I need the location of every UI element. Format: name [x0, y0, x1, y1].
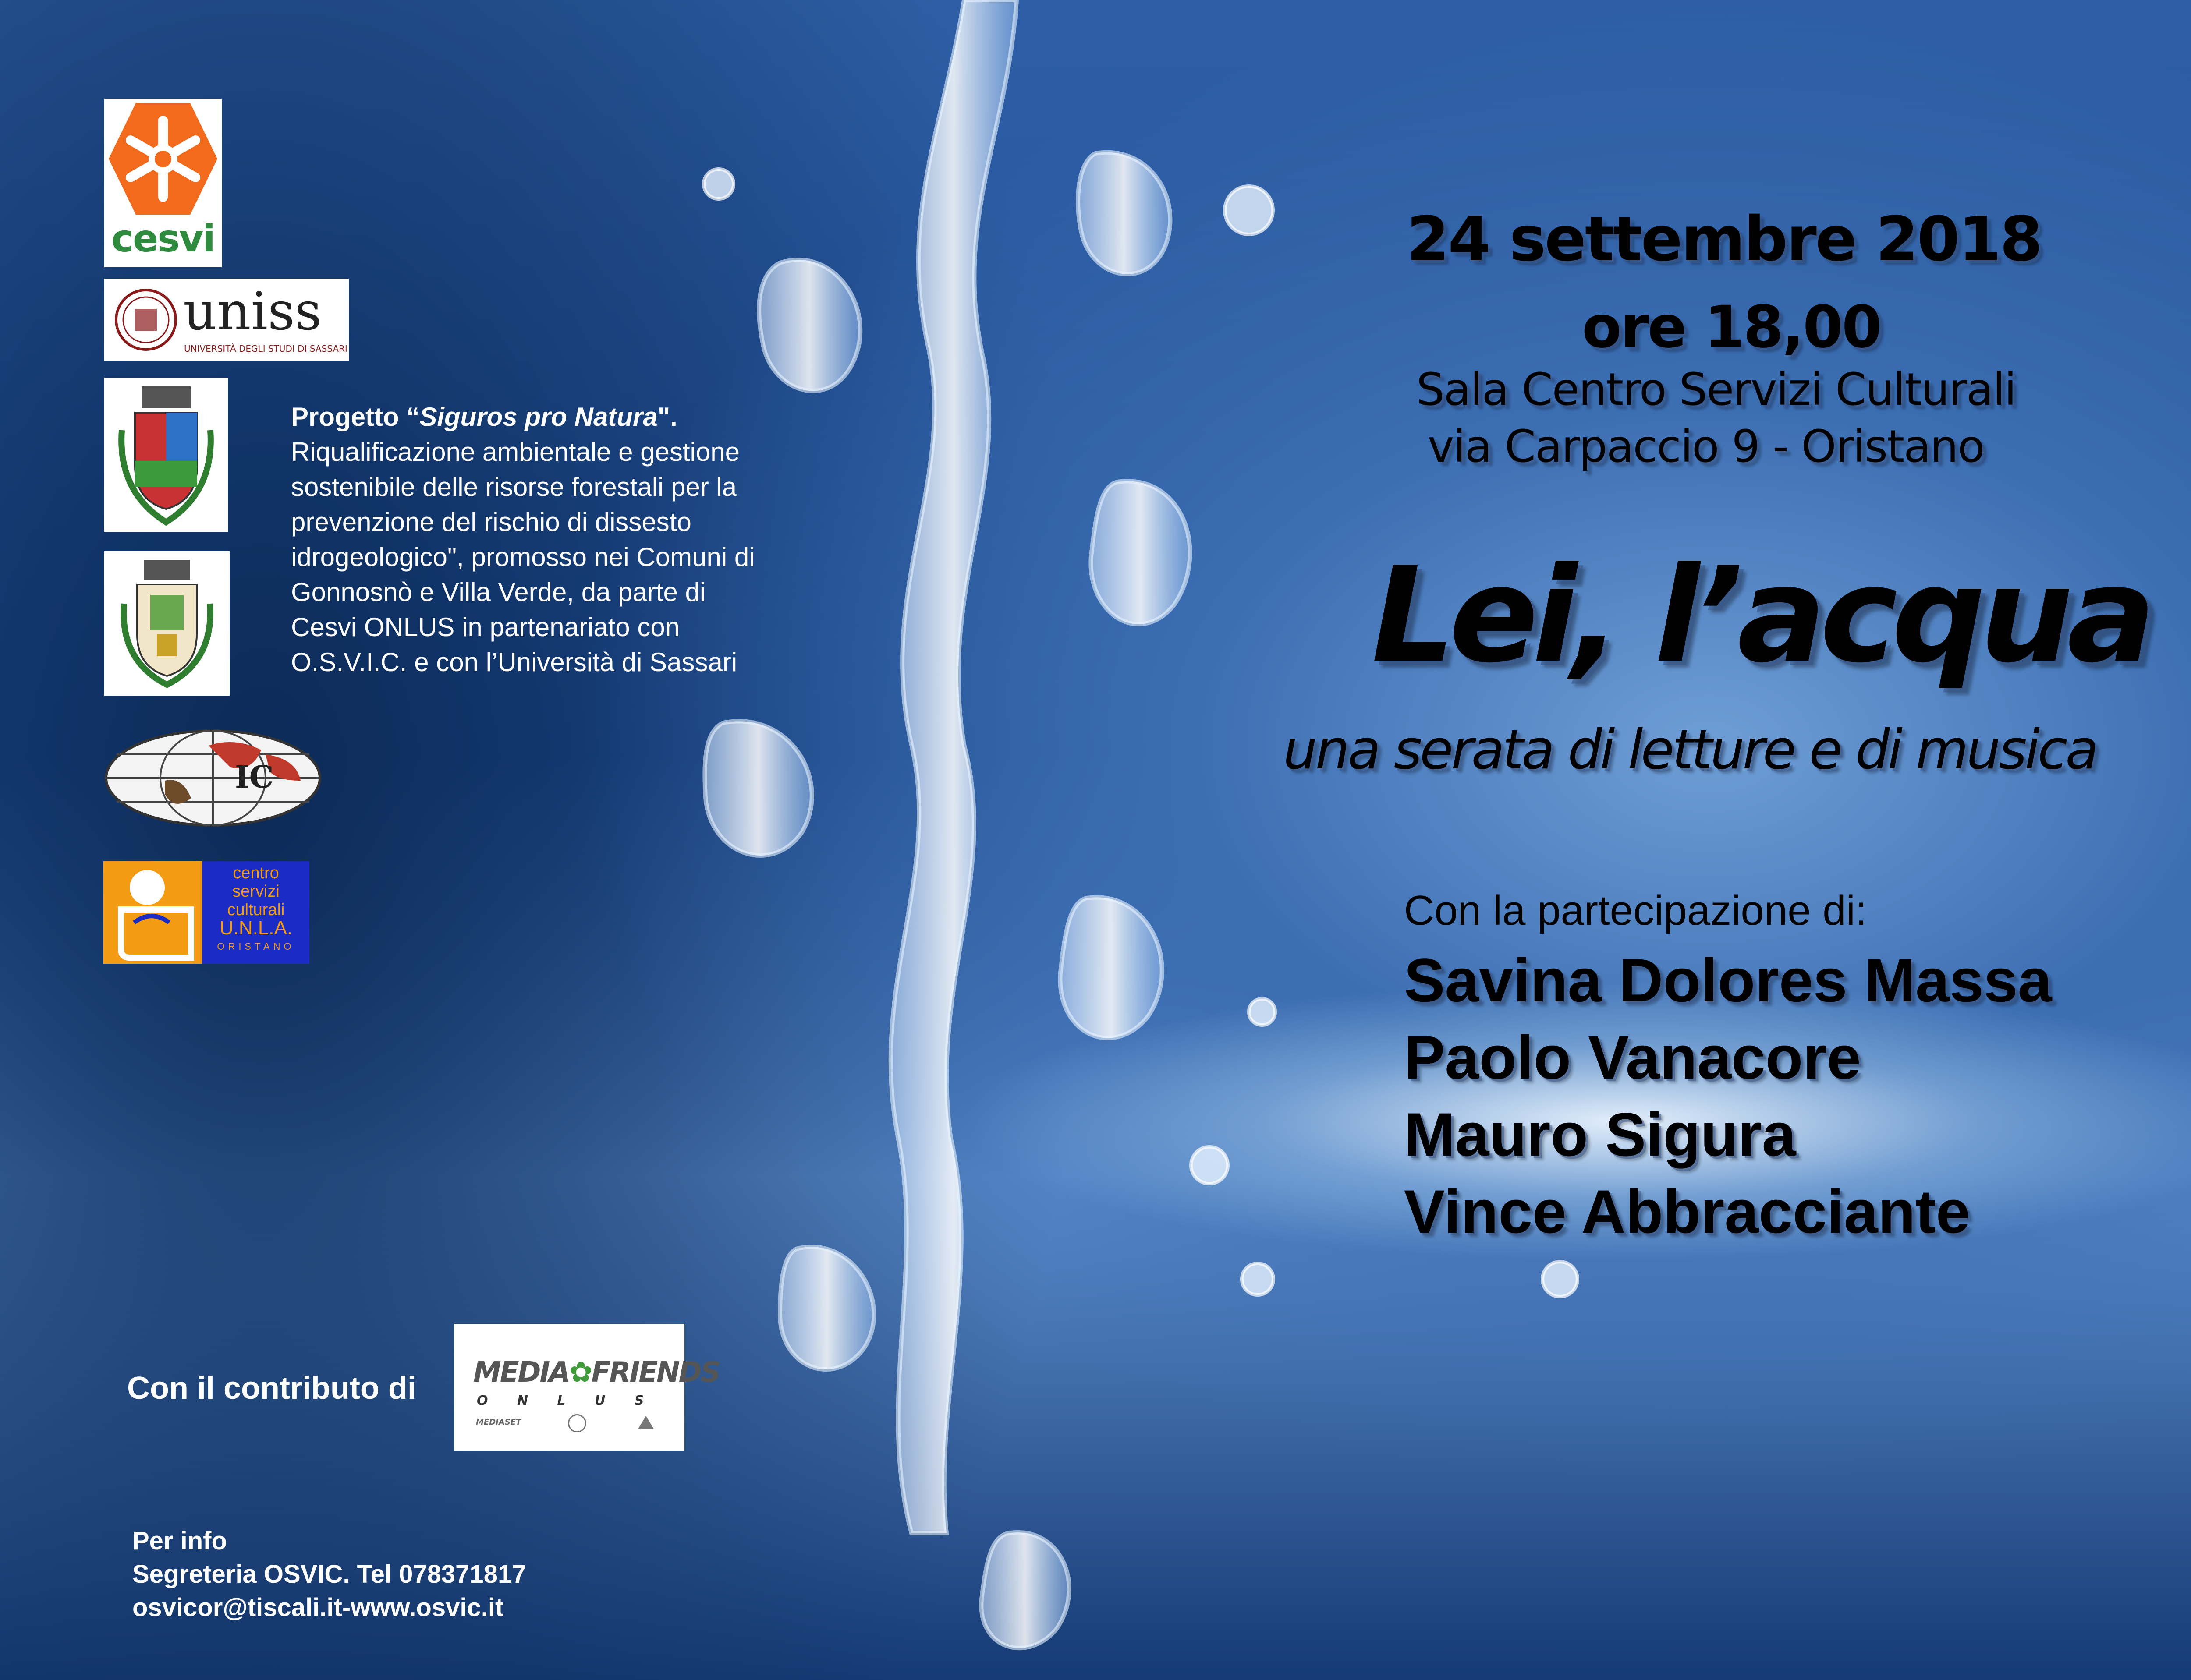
- uniss-wordmark: uniss: [183, 281, 322, 342]
- event-venue: Sala Centro Servizi Culturali: [1416, 364, 2016, 416]
- contribution-label: Con il contributo di: [127, 1371, 416, 1406]
- unla-logo: [103, 861, 309, 964]
- info-contact[interactable]: osvicor@tiscali.it-www.osvic.it: [132, 1593, 504, 1622]
- project-line-2: sostenibile delle risorse forestali per la: [291, 472, 737, 502]
- unla-line-2: servizi: [232, 882, 280, 901]
- participant-name: Vince Abbracciante: [1404, 1177, 1970, 1246]
- villa-verde-coat-of-arms: [104, 551, 230, 696]
- cesvi-logo: [104, 99, 222, 267]
- unla-line-3: culturali: [227, 901, 285, 919]
- project-line-4: idrogeologico", promosso nei Comuni di: [291, 542, 755, 572]
- unla-line-1: centro: [233, 864, 279, 882]
- project-name: Siguros pro Natura: [419, 402, 658, 431]
- participants-list: [1404, 942, 2052, 1250]
- participant-name: Mauro Sigura: [1404, 1100, 1796, 1169]
- coat-of-arms-icon: [104, 551, 230, 696]
- info-block: [132, 1524, 526, 1624]
- cesvi-flower-icon: [109, 103, 217, 215]
- project-line-1: Riqualificazione ambientale e gestione: [291, 437, 740, 467]
- event-address: via Carpaccio 9 - Oristano: [1428, 421, 1984, 473]
- info-heading: Per info: [132, 1527, 227, 1555]
- project-title: Progetto “Siguros pro Natura".: [291, 402, 677, 431]
- uniss-subtitle: UNIVERSITÀ DEGLI STUDI DI SASSARI: [184, 343, 347, 354]
- unla-line-5: ORISTANO: [217, 941, 295, 952]
- event-date: 24 settembre 2018: [1407, 204, 2042, 275]
- uniss-logo: [104, 279, 349, 361]
- project-line-7: O.S.V.I.C. e con l’Università di Sassari: [291, 647, 737, 677]
- project-line-5: Gonnosnò e Villa Verde, da parte di: [291, 577, 706, 607]
- project-line-6: Cesvi ONLUS in partenariato con: [291, 612, 680, 642]
- osvic-logo: [103, 728, 323, 828]
- coat-of-arms-icon: [104, 378, 228, 532]
- event-title: Lei, l’acqua: [1372, 539, 2150, 692]
- mediafriends-onlus: O N L U S: [477, 1393, 656, 1408]
- mediafriends-flower-icon: ✿: [569, 1356, 592, 1389]
- participant-name: Savina Dolores Massa: [1404, 946, 2052, 1015]
- gonnosno-coat-of-arms: [104, 378, 228, 532]
- partner-seal-icon: [568, 1414, 586, 1432]
- mediafriends-logo: [454, 1324, 720, 1451]
- project-line-3: prevenzione del rischio di dissesto: [291, 507, 691, 537]
- cesvi-wordmark: cesvi: [111, 217, 215, 261]
- mediaset-logo: MEDIASET: [476, 1418, 521, 1427]
- uniss-seal-icon: [113, 285, 179, 355]
- info-phone: Segreteria OSVIC. Tel 078371817: [132, 1560, 526, 1588]
- globe-icon: [103, 728, 323, 828]
- project-description: [291, 400, 861, 680]
- mediafriends-wordmark: MEDIA✿FRIENDS: [473, 1356, 720, 1389]
- partner-triangle-icon: [638, 1416, 654, 1429]
- unla-line-4: U.N.L.A.: [219, 917, 293, 939]
- unla-book-icon: [103, 861, 202, 964]
- participants-heading: Con la partecipazione di:: [1404, 887, 1867, 934]
- participant-name: Paolo Vanacore: [1404, 1023, 1861, 1092]
- event-time: ore 18,00: [1582, 294, 1881, 361]
- osvic-wordmark: IC: [235, 759, 274, 795]
- event-subtitle: una serata di letture e di musica: [1283, 718, 2097, 782]
- cesvi-hexagon-icon: [109, 103, 217, 215]
